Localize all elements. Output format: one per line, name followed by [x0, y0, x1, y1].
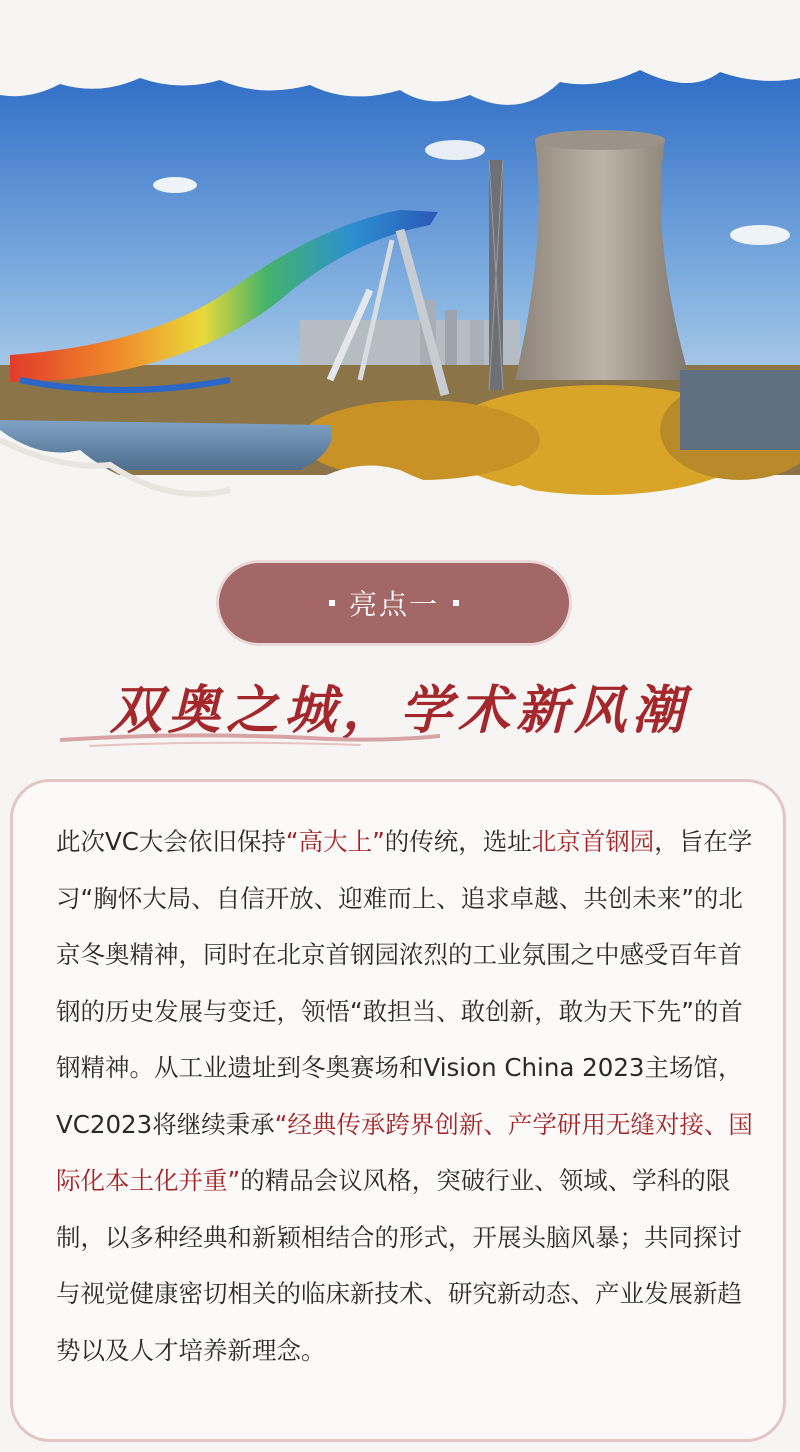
text-segment: 的精品会议风格，突破行业、领域、学科的限制，以多种经典和新颖相结合的形式，开展头脑风暴；共同探讨与视觉健康密切相关的临床新技术、研究新动态、产业发展新趋势以及人才培养新理念。 — [56, 1166, 742, 1365]
left-dot-icon — [329, 600, 335, 606]
brush-underline-icon — [60, 728, 440, 752]
highlight-text: “经典传承跨界创新、产学研用无缝对接、国际化本土化并重” — [56, 1109, 753, 1195]
badge-label: 亮点一 — [348, 588, 439, 621]
body-paragraph — [56, 814, 756, 1379]
right-dot-icon — [453, 600, 459, 606]
text-segment: ，旨在学习“胸怀大局、自信开放、迎难而上、追求卓越、共创未来”的北京冬奥精神，同时在北京首钢园浓烈的工业氛围之中感受百年首钢的历史发展与变迁，领悟“敢担当、敢创新，敢为天下先”的首钢精神。从工业遗址到冬奥赛场和Vision China 2023主场馆，VC2023将继续秉承 — [56, 827, 753, 1139]
hero-photo — [0, 0, 800, 560]
highlight-text: “高大上” — [285, 827, 385, 856]
highlight-text: 北京首钢园 — [531, 827, 655, 856]
section-headline: 双奥之城，学术新风潮 — [109, 680, 690, 741]
highlight-badge — [219, 563, 569, 643]
text-segment: 此次VC大会依旧保持 — [56, 827, 286, 856]
text-segment: 的传统，选址 — [384, 827, 532, 856]
